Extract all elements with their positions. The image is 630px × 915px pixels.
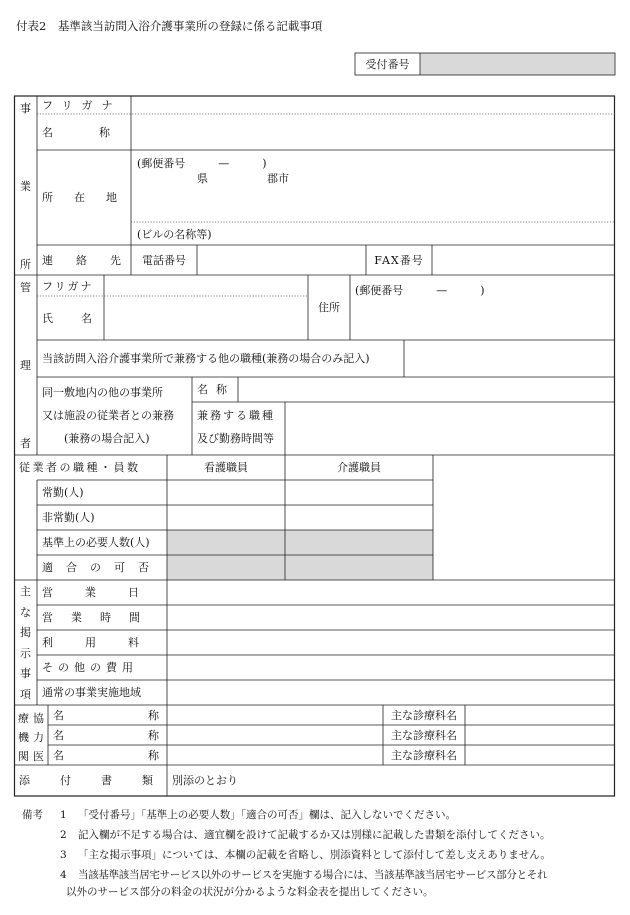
other-duty-label: 当該訪問入浴介護事業所で兼務する他の職種(兼務の場合のみ記入) bbox=[42, 352, 370, 365]
jigyosho-furigana-field[interactable] bbox=[131, 96, 615, 114]
medical-name-label: 名称 bbox=[53, 728, 243, 742]
staff-row-label bbox=[42, 555, 162, 580]
duty-hours-label-2: 及び勤務時間等 bbox=[197, 432, 274, 445]
other-duty-field[interactable] bbox=[404, 340, 615, 377]
jigyosho-label-char: 所 bbox=[20, 258, 31, 271]
notice-business-days-field[interactable] bbox=[167, 580, 615, 605]
medical-name-field[interactable] bbox=[167, 705, 383, 725]
medical-dept-label: 主な診療科名 bbox=[391, 748, 457, 762]
medical-dept-field[interactable] bbox=[465, 725, 615, 745]
notice-business-hours-field[interactable] bbox=[167, 605, 615, 630]
fax-label: FAX番号 bbox=[374, 253, 424, 267]
jigyosho-postal: (郵便番号 — ) bbox=[137, 157, 267, 170]
same-site-label-1: 同一敷地内の他の事業所 bbox=[42, 386, 163, 399]
notices-label-char: 事 bbox=[20, 667, 31, 681]
notice-other-costs-field[interactable] bbox=[167, 655, 615, 680]
medical-name-field[interactable] bbox=[167, 725, 383, 745]
jigyosho-contact-label: 連絡先 bbox=[42, 253, 144, 267]
medical-dept-field[interactable] bbox=[465, 705, 615, 725]
care-parttime-field[interactable] bbox=[285, 505, 433, 530]
kanrisha-address-label: 住所 bbox=[318, 301, 340, 314]
medical-dept-label: 主な診療科名 bbox=[391, 708, 457, 722]
remark-text: 記入欄が不足する場合は、適宜欄を設けて記載するか又は別様に記載した書類を添付してください。 bbox=[78, 829, 551, 841]
remark-num: 1 bbox=[60, 809, 67, 821]
jigyosho-ken: 県 bbox=[197, 172, 208, 185]
medical-dept-label: 主な診療科名 bbox=[391, 728, 457, 742]
nurse-fulltime-field[interactable] bbox=[167, 480, 285, 505]
notices-label-char: な bbox=[20, 605, 31, 619]
notices-section-label bbox=[14, 583, 37, 702]
notices-label-char: 項 bbox=[20, 687, 31, 701]
notice-business-days-label: 営業日 bbox=[42, 586, 171, 599]
notices-label-char: 示 bbox=[20, 646, 31, 660]
medical-label-char: 力 bbox=[33, 731, 44, 744]
kanrisha-furigana-label: フリガナ bbox=[42, 279, 94, 293]
remark-num: 2 bbox=[60, 829, 67, 841]
jigyosho-address-label: 所在地 bbox=[42, 191, 138, 204]
notice-service-area-field[interactable] bbox=[167, 680, 615, 705]
jigyosho-gunshi: 郡市 bbox=[267, 172, 289, 185]
page-title: 付表2 基準該当訪問入浴介護事業所の登録に係る記載事項 bbox=[16, 19, 323, 33]
remark-num: 4 bbox=[60, 869, 67, 881]
notice-other-costs-label: その他の費用 bbox=[42, 661, 138, 674]
jigyosho-furigana-label: フリガナ bbox=[42, 98, 122, 112]
remark-text: 「受付番号」「基準上の必要人数」「適合の可否」欄は、記入しないでください。 bbox=[78, 809, 456, 821]
kanrisha-section-label bbox=[14, 279, 37, 451]
staff-row-compliance: 適合の可否 bbox=[42, 561, 162, 574]
notices-label-char: 主 bbox=[20, 585, 31, 598]
jigyosho-label-char: 業 bbox=[20, 180, 31, 193]
medical-label-char: 療 bbox=[18, 712, 29, 725]
duty-hours-field[interactable] bbox=[285, 402, 615, 455]
staff-row-fulltime: 常勤(人) bbox=[42, 486, 84, 499]
staff-row-label bbox=[42, 480, 162, 505]
remark-text-cont: 以外のサービス部分の料金の状況が分かるような料金表を提出してください。 bbox=[66, 886, 434, 898]
same-site-label-2: 又は施設の従業者との兼務 bbox=[42, 409, 174, 422]
medical-dept-field[interactable] bbox=[465, 745, 615, 765]
jigyosho-name-field[interactable] bbox=[131, 114, 615, 150]
attachments-value: 別添のとおり bbox=[172, 774, 238, 787]
staff-row-required: 基準上の必要人数(人) bbox=[42, 536, 150, 549]
medical-name-label: 名称 bbox=[53, 708, 243, 722]
tel-field[interactable] bbox=[197, 245, 366, 275]
attachments-label: 添付書類 bbox=[19, 774, 183, 787]
remark-text: 「主な掲示事項」については、本欄の記載を省略し、別添資料として添付して差し支えありません。 bbox=[78, 849, 551, 861]
remarks-heading: 備考 bbox=[22, 809, 43, 821]
staff-row-label bbox=[42, 530, 166, 555]
jigyosho-name-label: 名称 bbox=[42, 125, 156, 139]
remark-num: 3 bbox=[60, 849, 67, 861]
staff-row-label bbox=[42, 505, 162, 530]
medical-label-char: 医 bbox=[33, 750, 44, 763]
nurse-parttime-field[interactable] bbox=[167, 505, 285, 530]
notice-service-area-label: 通常の事業実施地域 bbox=[42, 686, 141, 699]
same-site-label-3: (兼務の場合記入) bbox=[64, 432, 150, 445]
medical-label-char: 協 bbox=[33, 712, 44, 725]
kanrisha-name-field[interactable] bbox=[104, 296, 308, 340]
facility-name-label: 名称 bbox=[197, 383, 235, 396]
kanrisha-postal: (郵便番号 — ) bbox=[355, 284, 485, 297]
jigyosho-section-label bbox=[14, 100, 37, 272]
facility-name-field[interactable] bbox=[238, 377, 615, 402]
notices-label-char: 掲 bbox=[20, 626, 31, 640]
fax-field[interactable] bbox=[432, 245, 615, 275]
kanrisha-label-char: 理 bbox=[20, 359, 31, 372]
kanrisha-name-label: 氏名 bbox=[42, 311, 120, 325]
col-care: 介護職員 bbox=[337, 461, 381, 474]
kanrisha-label-char: 管 bbox=[20, 281, 31, 294]
tel-label: 電話番号 bbox=[142, 253, 186, 267]
jigyosho-label-char: 事 bbox=[20, 102, 31, 115]
care-fulltime-field[interactable] bbox=[285, 480, 433, 505]
notice-fee-field[interactable] bbox=[167, 630, 615, 655]
medical-label-char: 機 bbox=[18, 731, 29, 744]
staff-row-parttime: 非常勤(人) bbox=[42, 511, 95, 524]
kanrisha-furigana-field[interactable] bbox=[104, 276, 308, 296]
duty-hours-label-1: 兼務する職種 bbox=[197, 409, 275, 422]
col-nurse: 看護職員 bbox=[204, 461, 248, 474]
notice-business-hours-label: 営業時間 bbox=[42, 611, 158, 624]
receipt-label: 受付番号 bbox=[365, 57, 410, 71]
remark-text: 当該基準該当居宅サービス以外のサービスを実施する場合には、当該基準該当居宅サービス部分とそれ bbox=[78, 869, 548, 881]
medical-name-label: 名称 bbox=[53, 748, 243, 762]
notice-fee-label: 利用料 bbox=[42, 636, 171, 649]
jigyosho-building: (ビルの名称等) bbox=[137, 228, 212, 241]
staff-header: 従業者の職種・員数 bbox=[19, 461, 141, 474]
medical-section-label bbox=[14, 706, 48, 764]
medical-name-field[interactable] bbox=[167, 745, 383, 765]
medical-label-char: 関 bbox=[18, 750, 29, 763]
kanrisha-label-char: 者 bbox=[20, 437, 31, 450]
